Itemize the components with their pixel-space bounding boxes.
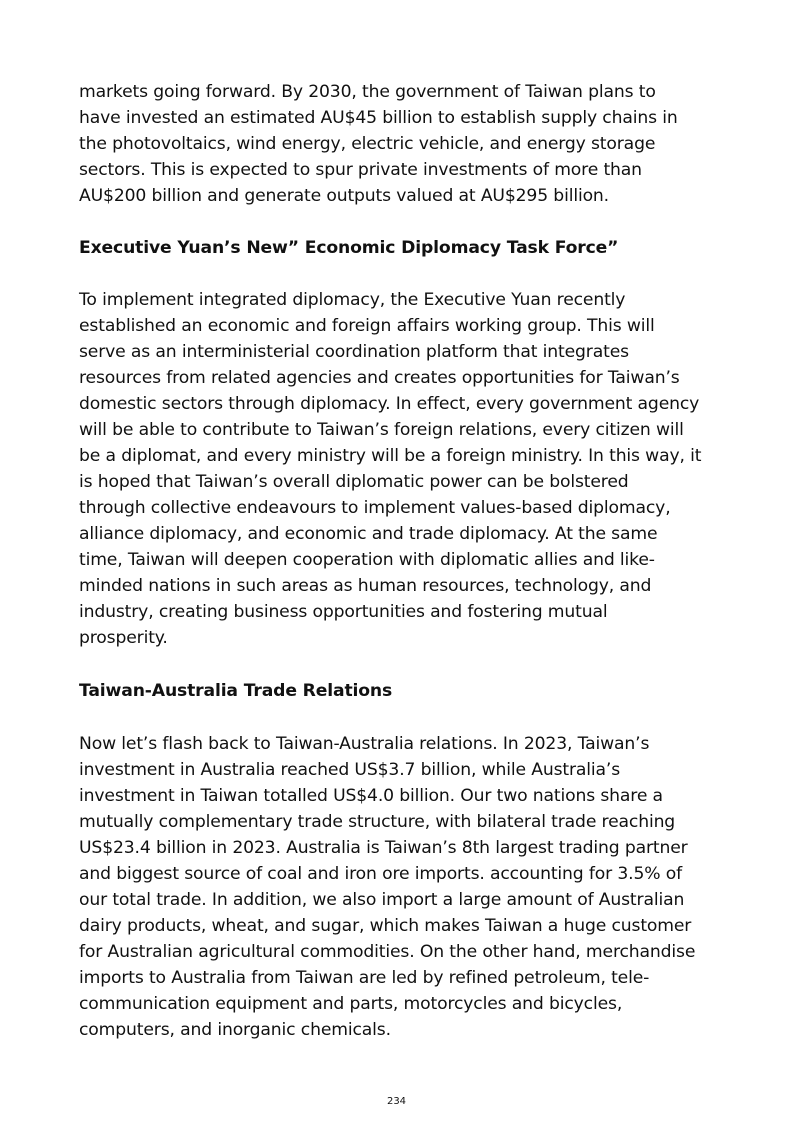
text-line: serve as an interministerial coordination platform that integrates xyxy=(79,342,629,362)
text-line: Now let’s flash back to Taiwan-Australia relations. In 2023, Taiwan’s xyxy=(79,734,650,754)
text-line: investment in Australia reached US$3.7 billion, while Australia’s xyxy=(79,760,621,780)
text-line: sectors. This is expected to spur private investments of more than xyxy=(79,160,642,180)
text-line: AU$200 billion and generate outputs valued at AU$295 billion. xyxy=(79,186,609,206)
text-line: the photovoltaics, wind energy, electric vehicle, and energy storage xyxy=(79,134,656,154)
text-line: imports to Australia from Taiwan are led by refined petroleum, tele- xyxy=(79,968,650,988)
text-line: through collective endeavours to implement values-based diplomacy, xyxy=(79,498,671,518)
text-line: industry, creating business opportunities and fostering mutual xyxy=(79,602,608,622)
text-line: investment in Taiwan totalled US$4.0 billion. Our two nations share a xyxy=(79,786,663,806)
text-line: prosperity. xyxy=(79,628,168,648)
text-line: domestic sectors through diplomacy. In effect, every government agency xyxy=(79,394,700,414)
text-line: computers, and inorganic chemicals. xyxy=(79,1020,391,1040)
text-line: have invested an estimated AU$45 billion to establish supply chains in xyxy=(79,108,678,128)
text-line: be a diplomat, and every ministry will be a foreign ministry. In this way, it xyxy=(79,446,702,466)
text-line: resources from related agencies and creates opportunities for Taiwan’s xyxy=(79,368,680,388)
heading-economic-diplomacy: Executive Yuan’s New” Economic Diplomacy Task Force” xyxy=(79,238,619,258)
text-line: for Australian agricultural commodities. On the other hand, merchandise xyxy=(79,942,696,962)
paragraph-energy-investment xyxy=(79,79,678,209)
heading-trade-relations: Taiwan-Australia Trade Relations xyxy=(79,681,393,701)
text-line: is hoped that Taiwan’s overall diplomatic power can be bolstered xyxy=(79,472,629,492)
text-line: To implement integrated diplomacy, the Executive Yuan recently xyxy=(79,290,626,310)
text-line: our total trade. In addition, we also import a large amount of Australian xyxy=(79,890,685,910)
paragraph-trade-relations xyxy=(79,731,695,1043)
text-line: established an economic and foreign affairs working group. This will xyxy=(79,316,655,336)
text-line: minded nations in such areas as human resources, technology, and xyxy=(79,576,652,596)
text-line: mutually complementary trade structure, with bilateral trade reaching xyxy=(79,812,676,832)
text-line: will be able to contribute to Taiwan’s foreign relations, every citizen will xyxy=(79,420,684,440)
text-line: and biggest source of coal and iron ore imports. accounting for 3.5% of xyxy=(79,864,683,884)
text-line: dairy products, wheat, and sugar, which makes Taiwan a huge customer xyxy=(79,916,692,936)
text-line: communication equipment and parts, motorcycles and bicycles, xyxy=(79,994,623,1014)
page-number: 234 xyxy=(386,1096,407,1107)
paragraph-integrated-diplomacy xyxy=(79,287,701,651)
text-line: alliance diplomacy, and economic and trade diplomacy. At the same xyxy=(79,524,658,544)
text-line: markets going forward. By 2030, the government of Taiwan plans to xyxy=(79,82,656,102)
text-line: time, Taiwan will deepen cooperation with diplomatic allies and like- xyxy=(79,550,655,570)
text-line: US$23.4 billion in 2023. Australia is Taiwan’s 8th largest trading partner xyxy=(79,838,688,858)
